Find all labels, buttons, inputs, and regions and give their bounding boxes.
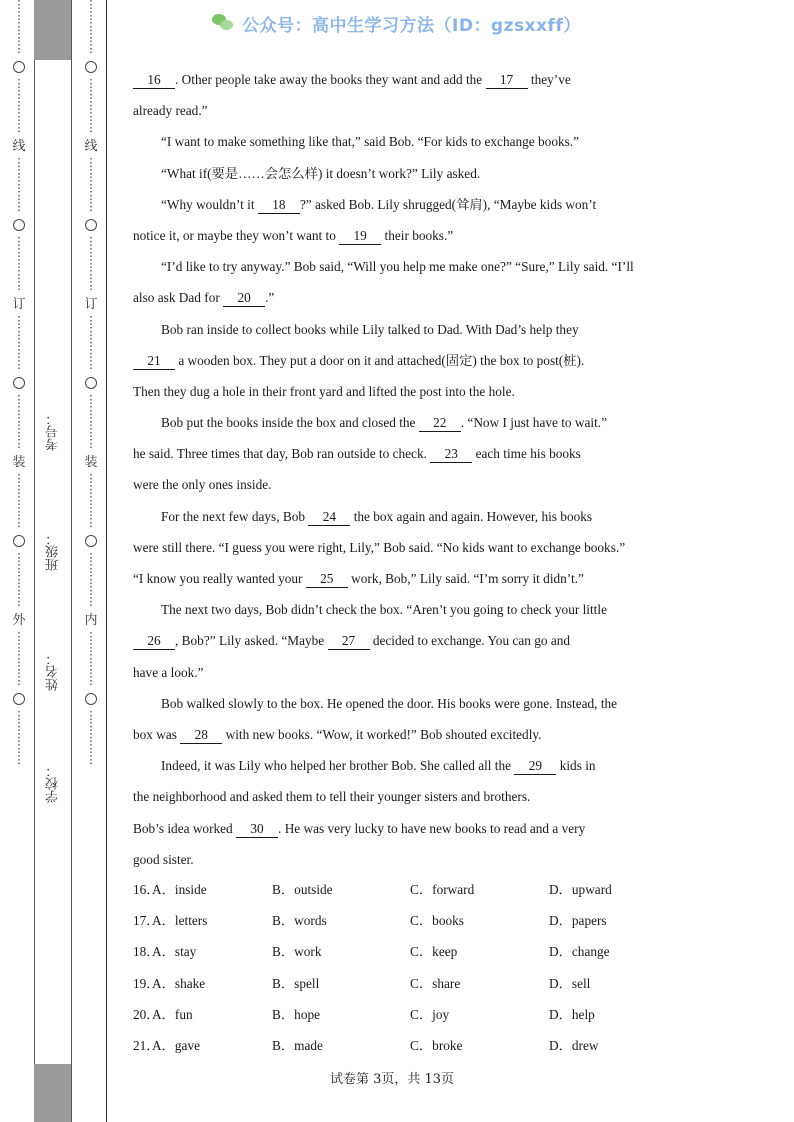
option-d: D．help xyxy=(549,1006,595,1022)
passage-text: with new books. “Wow, it worked!” Bob shouted excitedly. xyxy=(225,726,542,742)
cut-line-circle xyxy=(13,535,25,547)
question-number: 17． xyxy=(133,913,160,929)
field-class-label: 班级： xyxy=(46,532,61,571)
blank-20: 20 xyxy=(223,291,265,307)
cut-line-dots: ⋮ xyxy=(85,0,97,11)
passage-text: “Why wouldn’t it xyxy=(161,196,255,212)
cut-line-dots: ⋮ xyxy=(85,21,97,33)
passage-text: , Bob?” Lily asked. “Maybe xyxy=(175,633,325,649)
passage-line xyxy=(133,719,663,750)
passage-line xyxy=(133,625,663,656)
passage-text: box was xyxy=(133,726,177,742)
option-c: C．joy xyxy=(410,1006,450,1022)
question-number: 16． xyxy=(133,882,160,897)
outer-cut-line xyxy=(12,0,26,1122)
cut-line-dots: ⋮ xyxy=(13,122,25,134)
passage-line xyxy=(133,750,663,781)
option-c: C．forward xyxy=(410,882,475,897)
cut-line-dots: ⋮ xyxy=(13,359,25,371)
cut-line-dots: ⋮ xyxy=(13,642,25,654)
option-a: A．stay xyxy=(152,944,197,960)
cut-line-dots: ⋮ xyxy=(85,473,97,485)
blank-29: 29 xyxy=(514,759,556,775)
cut-line-dots: ⋮ xyxy=(13,100,25,112)
cut-line-dots: ⋮ xyxy=(85,552,97,564)
cut-line-circle xyxy=(85,535,97,547)
cut-line-circle xyxy=(85,693,97,705)
cut-line-dots: ⋮ xyxy=(13,111,25,123)
cut-line-dots: ⋮ xyxy=(85,710,97,722)
passage-text: their books.” xyxy=(384,227,454,243)
blank-17: 17 xyxy=(486,73,528,89)
cut-line-dots: ⋮ xyxy=(85,653,97,665)
cut-line-dots: ⋮ xyxy=(13,10,25,22)
cut-line-dots: ⋮ xyxy=(13,32,25,44)
passage-line: already read.” xyxy=(133,103,208,119)
cut-line-dots: ⋮ xyxy=(85,326,97,338)
cut-line-dots: ⋮ xyxy=(85,43,97,55)
option-d: D．drew xyxy=(549,1037,599,1053)
passage-line: “I want to make something like that,” said Bob. “For kids to exchange books.” xyxy=(161,134,580,150)
cut-line-dots: ⋮ xyxy=(13,236,25,248)
passage-text: the box again and again. However, his books xyxy=(353,508,593,524)
blank-28: 28 xyxy=(180,728,222,744)
cut-line-dots: ⋮ xyxy=(85,201,97,213)
cut-line-dots: ⋮ xyxy=(13,0,25,11)
cut-line-dots: ⋮ xyxy=(85,517,97,529)
cut-line-dots: ⋮ xyxy=(13,710,25,722)
field-school-label: 学校： xyxy=(46,764,61,803)
cut-line-dots: ⋮ xyxy=(85,157,97,169)
cut-line-dots: ⋮ xyxy=(85,585,97,597)
cut-line-dots: ⋮ xyxy=(13,190,25,202)
cut-line-dots: ⋮ xyxy=(85,438,97,450)
cut-line-dots: ⋮ xyxy=(13,631,25,643)
cut-line-dots: ⋮ xyxy=(13,653,25,665)
option-a: A．shake xyxy=(152,975,206,991)
passage-line: “I’d like to try anyway.” Bob said, “Will you help me make one?” “Sure,” Lily said. “I’ll xyxy=(161,259,634,275)
passage-text: Bob put the books inside the box and closed the xyxy=(161,415,416,431)
cut-line-circle xyxy=(13,219,25,231)
passage-line: Then they dug a hole in their front yard and lifted the post into the hole. xyxy=(133,383,515,399)
cut-line-dots: ⋮ xyxy=(85,405,97,417)
cut-line-dots: ⋮ xyxy=(85,190,97,202)
cut-line-dots: ⋮ xyxy=(13,168,25,180)
cut-line-dots: ⋮ xyxy=(13,405,25,417)
cut-line-dots: ⋮ xyxy=(13,269,25,281)
passage-line xyxy=(133,64,663,95)
blank-23: 23 xyxy=(430,447,472,463)
passage-text: .” xyxy=(265,290,275,306)
cut-line-dots: ⋮ xyxy=(13,201,25,213)
binding-margin xyxy=(0,0,108,1122)
cut-line-mark: 装 xyxy=(12,454,26,469)
blank-18: 18 xyxy=(258,198,300,214)
option-d: D．upward xyxy=(549,882,612,897)
passage-line xyxy=(133,438,663,469)
passage-line: the neighborhood and asked them to tell their younger sisters and brothers. xyxy=(133,789,531,805)
field-exam-number-label: 考号： xyxy=(46,412,61,451)
cut-line-dots: ⋮ xyxy=(13,517,25,529)
cut-line-dots: ⋮ xyxy=(85,359,97,371)
cut-line-dots: ⋮ xyxy=(85,78,97,90)
cut-line-dots: ⋮ xyxy=(85,427,97,439)
passage-text: work, Bob,” Lily said. “I’m sorry it didn’t.” xyxy=(351,571,584,586)
cut-line-dots: ⋮ xyxy=(13,506,25,518)
option-d: D．papers xyxy=(549,913,607,929)
blank-30: 30 xyxy=(236,822,278,838)
cut-line-dots: ⋮ xyxy=(13,596,25,608)
passage-line xyxy=(133,220,663,251)
option-row-19 xyxy=(133,968,693,999)
cut-line-dots: ⋮ xyxy=(13,732,25,744)
cut-line-mark: 内 xyxy=(84,612,98,627)
cut-line-dots: ⋮ xyxy=(85,495,97,507)
cut-line-dots: ⋮ xyxy=(85,280,97,292)
passage-text: For the next few days, Bob xyxy=(161,508,306,524)
inner-cut-line xyxy=(84,0,98,1122)
cut-line-dots: ⋮ xyxy=(13,157,25,169)
option-row-18 xyxy=(133,936,693,967)
passage-text: . “Now I just have to wait.” xyxy=(460,415,608,431)
passage-text: ?” asked Bob. Lily shrugged(耸肩), “Maybe kids won’t xyxy=(299,196,597,212)
cut-line-dots: ⋮ xyxy=(85,89,97,101)
option-b: B．outside xyxy=(272,882,333,897)
cut-line-mark: 外 xyxy=(12,612,26,627)
cut-line-dots: ⋮ xyxy=(13,78,25,90)
cut-line-circle xyxy=(13,693,25,705)
question-number: 21． xyxy=(133,1037,160,1053)
cut-line-dots: ⋮ xyxy=(13,563,25,575)
cloze-passage xyxy=(133,64,663,875)
cut-line-dots: ⋮ xyxy=(85,563,97,575)
header-text: 公众号：高中生学习方法（ID：gzsxxff） xyxy=(242,15,581,36)
passage-line: Bob ran inside to collect books while Lily talked to Dad. With Dad’s help they xyxy=(161,321,579,337)
cut-line-dots: ⋮ xyxy=(85,743,97,755)
cut-line-dots: ⋮ xyxy=(13,427,25,439)
page-footer xyxy=(0,1068,794,1087)
cut-line-dots: ⋮ xyxy=(85,754,97,766)
cut-line-dots: ⋮ xyxy=(85,506,97,518)
option-b: B．hope xyxy=(272,1006,321,1022)
cut-line-dots: ⋮ xyxy=(13,664,25,676)
option-b: B．made xyxy=(272,1037,323,1053)
option-d: D．change xyxy=(549,944,610,960)
cut-line-dots: ⋮ xyxy=(85,664,97,676)
passage-line: were the only ones inside. xyxy=(133,477,272,493)
cut-line-dots: ⋮ xyxy=(13,337,25,349)
question-number: 20． xyxy=(133,1006,160,1022)
option-c: C．books xyxy=(410,913,464,929)
cut-line-dots: ⋮ xyxy=(85,574,97,586)
cut-line-dots: ⋮ xyxy=(13,179,25,191)
option-b: B．spell xyxy=(272,975,320,991)
cut-line-dots: ⋮ xyxy=(85,122,97,134)
cut-line-dots: ⋮ xyxy=(13,416,25,428)
cut-line-dots: ⋮ xyxy=(85,247,97,259)
option-row-20 xyxy=(133,999,693,1030)
cut-line-dots: ⋮ xyxy=(85,236,97,248)
answer-options xyxy=(133,874,693,1061)
cut-line-dots: ⋮ xyxy=(85,32,97,44)
cut-line-circle xyxy=(85,61,97,73)
cut-line-dots: ⋮ xyxy=(13,495,25,507)
cut-line-circle xyxy=(85,377,97,389)
cut-line-dots: ⋮ xyxy=(85,631,97,643)
option-a: A．fun xyxy=(152,1006,193,1022)
option-a: A．inside xyxy=(152,882,207,897)
cut-line-dots: ⋮ xyxy=(13,43,25,55)
option-row-16 xyxy=(133,874,693,905)
cut-line-circle xyxy=(13,377,25,389)
passage-line: were still there. “I guess you were right, Lily,” Bob said. “No kids want to exchange books.” xyxy=(133,539,626,555)
passage-line xyxy=(133,407,663,438)
passage-text: “I know you really wanted your xyxy=(133,571,303,586)
cut-line-dots: ⋮ xyxy=(13,585,25,597)
cut-line-mark: 线 xyxy=(12,138,26,153)
cut-line-dots: ⋮ xyxy=(13,348,25,360)
cut-line-dots: ⋮ xyxy=(13,743,25,755)
question-number: 19． xyxy=(133,975,160,991)
passage-line: have a look.” xyxy=(133,664,204,680)
blank-24: 24 xyxy=(308,510,350,526)
cut-line-dots: ⋮ xyxy=(13,247,25,259)
option-c: C．broke xyxy=(410,1037,463,1053)
cut-line-dots: ⋮ xyxy=(13,754,25,766)
passage-text: decided to exchange. You can go and xyxy=(372,633,571,649)
cut-line-dots: ⋮ xyxy=(85,675,97,687)
wechat-icon xyxy=(212,14,234,32)
cut-line-dots: ⋮ xyxy=(13,675,25,687)
cut-line-mark: 装 xyxy=(84,454,98,469)
passage-line: Bob walked slowly to the box. He opened the door. His books were gone. Instead, the xyxy=(161,695,618,711)
cut-line-dots: ⋮ xyxy=(85,721,97,733)
cut-line-mark: 订 xyxy=(12,296,26,311)
cut-line-dots: ⋮ xyxy=(13,280,25,292)
option-a: A．letters xyxy=(152,913,208,929)
cut-line-dots: ⋮ xyxy=(85,596,97,608)
cut-line-dots: ⋮ xyxy=(85,315,97,327)
cut-line-mark: 线 xyxy=(84,138,98,153)
cut-line-dots: ⋮ xyxy=(85,348,97,360)
field-name-label: 姓名： xyxy=(46,652,61,691)
option-row-21 xyxy=(133,1030,693,1061)
passage-text: he said. Three times that day, Bob ran outside to check. xyxy=(133,446,427,462)
question-number: 18． xyxy=(133,944,160,960)
cut-line-dots: ⋮ xyxy=(13,394,25,406)
passage-line xyxy=(133,345,663,376)
cut-line-dots: ⋮ xyxy=(85,394,97,406)
cut-line-dots: ⋮ xyxy=(13,552,25,564)
cut-line-dots: ⋮ xyxy=(85,269,97,281)
cut-line-dots: ⋮ xyxy=(13,721,25,733)
cut-line-dots: ⋮ xyxy=(13,89,25,101)
passage-line xyxy=(133,282,663,313)
passage-text: . He was very lucky to have new books to read and a very xyxy=(278,820,586,836)
cut-line-dots: ⋮ xyxy=(85,642,97,654)
passage-text: they’ve xyxy=(530,72,571,87)
option-b: B．work xyxy=(272,944,322,960)
passage-line: “What if(要是……会怎么样) it doesn’t work?” Lily asked. xyxy=(161,165,481,181)
passage-line xyxy=(133,501,663,532)
cut-line-dots: ⋮ xyxy=(85,168,97,180)
blank-26: 26 xyxy=(133,634,175,650)
passage-line xyxy=(133,813,663,844)
passage-line: good sister. xyxy=(133,851,194,867)
header-watermark xyxy=(212,10,581,36)
cut-line-dots: ⋮ xyxy=(13,484,25,496)
option-d: D．sell xyxy=(549,975,591,991)
passage-text: . Other people take away the books they want and add the xyxy=(175,72,483,87)
cut-line-dots: ⋮ xyxy=(85,258,97,270)
cut-line-dots: ⋮ xyxy=(13,438,25,450)
cut-line-dots: ⋮ xyxy=(85,484,97,496)
cut-line-dots: ⋮ xyxy=(85,416,97,428)
binding-strip-top-block xyxy=(34,0,71,60)
page-number-text: 试卷第 3页，共 13页 xyxy=(329,1072,455,1087)
option-a: A．gave xyxy=(152,1037,200,1053)
cut-line-dots: ⋮ xyxy=(13,326,25,338)
cut-line-dots: ⋮ xyxy=(13,574,25,586)
binding-divider-line xyxy=(106,0,107,1122)
passage-line: The next two days, Bob didn’t check the box. “Aren’t you going to check your little xyxy=(161,602,607,618)
blank-16: 16 xyxy=(133,73,175,89)
passage-text: kids in xyxy=(559,758,596,774)
blank-27: 27 xyxy=(328,634,370,650)
cut-line-dots: ⋮ xyxy=(85,100,97,112)
cut-line-dots: ⋮ xyxy=(85,10,97,22)
blank-19: 19 xyxy=(339,229,381,245)
cut-line-dots: ⋮ xyxy=(13,21,25,33)
cut-line-dots: ⋮ xyxy=(85,337,97,349)
blank-22: 22 xyxy=(419,416,461,432)
cut-line-dots: ⋮ xyxy=(85,179,97,191)
option-row-17 xyxy=(133,905,693,936)
passage-line xyxy=(133,189,663,220)
option-c: C．share xyxy=(410,975,461,991)
cut-line-mark: 订 xyxy=(84,296,98,311)
cut-line-dots: ⋮ xyxy=(85,732,97,744)
cut-line-dots: ⋮ xyxy=(85,111,97,123)
cut-line-circle xyxy=(85,219,97,231)
blank-25: 25 xyxy=(306,572,348,588)
cut-line-dots: ⋮ xyxy=(13,473,25,485)
cut-line-circle xyxy=(13,61,25,73)
passage-text: notice it, or maybe they won’t want to xyxy=(133,227,336,243)
passage-line xyxy=(133,563,663,594)
passage-text: a wooden box. They put a door on it and attached(固定) the box to post(桩). xyxy=(178,352,585,368)
passage-text: each time his books xyxy=(475,446,581,462)
passage-text: Bob’s idea worked xyxy=(133,820,233,836)
passage-text: also ask Dad for xyxy=(133,290,220,306)
cut-line-dots: ⋮ xyxy=(13,258,25,270)
option-b: B．words xyxy=(272,913,327,929)
passage-text: Indeed, it was Lily who helped her brother Bob. She called all the xyxy=(161,758,512,774)
blank-21: 21 xyxy=(133,354,175,370)
cut-line-dots: ⋮ xyxy=(13,315,25,327)
option-c: C．keep xyxy=(410,944,458,960)
